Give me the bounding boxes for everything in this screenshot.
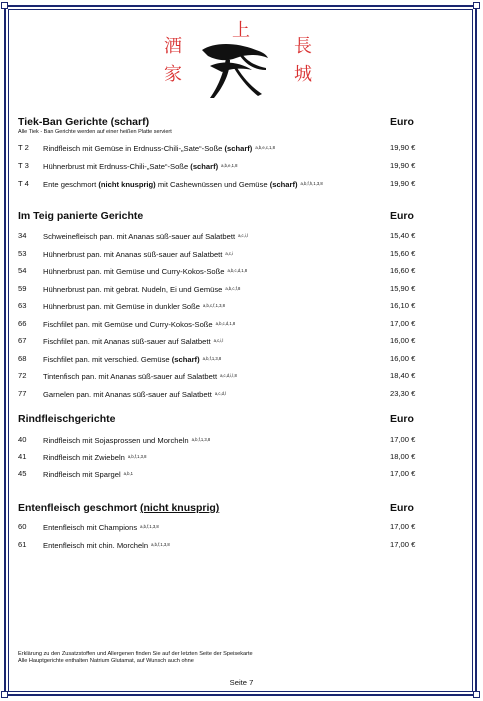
item-number: 66 [18,318,27,328]
item-description [43,539,170,551]
item-description [43,300,225,312]
section-title [18,502,219,514]
item-number: 61 [18,540,27,549]
item-text: Entenfleisch mit chin. Morcheln [43,541,149,550]
allergen-codes: a,b,f,h,1,3,8 [300,181,323,186]
item-text: Entenfleisch mit Champions [43,523,138,532]
corner-ornament [1,2,8,9]
item-number: 54 [18,266,27,275]
section-title: Im Teig panierte Gerichte [18,210,144,222]
item-price: 16,60 € [390,266,416,275]
allergen-codes: a,b,1 [123,471,133,476]
item-description [43,230,248,242]
item-text: Schweinefleisch pan. mit Ananas süß-sauer auf Salatbett [43,232,236,241]
item-description [43,521,159,533]
allergen-codes: a,b,e,c,1,8 [255,145,275,150]
item-number: 63 [18,301,27,310]
item-price: 15,60 € [390,248,416,258]
section-title-underlined: (nicht knusprig) [139,502,220,514]
item-price: 15,90 € [390,283,416,293]
logo-character: 城 [294,64,312,85]
item-text: Fischfilet pan. mit Ananas süß-sauer auf Salatbett [43,337,211,346]
item-emphasis: (scharf) [171,354,200,364]
item-number: 40 [18,435,27,444]
item-price: 19,90 € [390,179,416,188]
allergen-codes: a,c,i,l [213,338,224,343]
menu-item [18,265,423,276]
item-text: Hühnerbrust pan. mit Gemüse in dunkler Soße [43,302,201,311]
item-description [43,451,147,463]
allergen-codes: a,c,d,i,l,8 [220,373,237,378]
price-column-header: Euro [390,413,414,425]
price-column-header: Euro [390,116,414,128]
item-text: Garnelen pan. mit Ananas süß-sauer auf Salatbett [43,389,212,399]
item-price: 19,90 € [390,143,416,152]
item-text: Hühnerbrust pan. mit Ananas süß-sauer auf Salatbett [43,249,223,259]
footer-glutamate-note: Alle Hauptgerichte enthalten Natrium Glutamat, auf Wunsch auch ohne [18,658,194,664]
corner-ornament [473,691,480,698]
item-number: 59 [18,283,27,293]
page-number: Seite 7 [229,678,254,687]
section-note: Alle Tiek - Ban Gerichte werden auf einer heißen Platte serviert [18,129,172,135]
item-number: 45 [18,469,27,478]
menu-item [18,160,423,171]
item-text: Tintenfisch pan. mit Ananas süß-sauer auf Salatbett [43,372,218,381]
item-description [43,335,223,347]
menu-item [18,451,423,462]
allergen-codes: a,b,f,1,3,8 [127,454,147,459]
item-description [43,370,237,382]
item-price: 23,30 € [390,388,416,398]
item-description [43,248,233,260]
item-price: 17,00 € [390,540,416,549]
item-emphasis: (scharf) [269,180,298,189]
menu-item [18,248,423,259]
menu-item [18,388,423,399]
item-description [43,468,133,480]
item-price: 16,00 € [390,336,416,345]
item-text: Rindfleisch mit Spargel [43,470,121,479]
item-text: Ente geschmort [43,180,97,189]
menu-item [18,521,423,532]
item-price: 16,10 € [390,301,416,310]
item-number: T 4 [18,179,29,188]
item-text: Hühnerbrust pan. mit Gemüse und Curry-Kokos-Soße [43,267,225,276]
allergen-codes: a,b,f,1,3,8 [140,524,159,529]
section-title: Rindfleischgerichte [18,413,116,425]
item-text: Rindfleisch mit Sojasprossen und Morcheln [43,436,189,445]
logo-character: 長 [294,36,312,57]
item-price: 17,00 € [390,435,416,444]
item-emphasis: (nicht knusprig) [98,180,156,189]
item-price: 17,00 € [390,522,416,531]
menu-item [18,283,423,294]
menu-item [18,300,423,311]
item-number: 72 [18,371,27,380]
allergen-codes: a,b,f,1,3,8 [191,437,211,442]
item-number: 77 [18,388,27,398]
item-text: Rindfleisch mit Gemüse in Erdnuss-Chili-„Sate“-Soße [43,144,223,153]
price-column-header: Euro [390,210,414,222]
item-number: 60 [18,522,27,531]
restaurant-logo [160,18,325,103]
logo-character: 家 [164,64,182,85]
section-title: Tiek-Ban Gerichte (scharf) [18,116,150,128]
section-title-text: Entenfleisch geschmort [18,502,138,514]
menu-item [18,468,423,479]
price-column-header: Euro [390,502,414,514]
item-number: 53 [18,248,27,258]
allergen-codes: a,b,f,1,3,8 [202,355,222,361]
item-number: 68 [18,353,27,363]
menu-item [18,539,423,550]
menu-item [18,318,423,329]
item-description [43,388,226,400]
menu-item [18,434,423,445]
allergen-codes: a,b,c,f,8 [225,285,241,291]
item-description [43,283,240,295]
item-emphasis: (scharf) [190,162,219,171]
item-number: T 3 [18,161,29,170]
item-description [43,265,247,277]
menu-item [18,178,423,189]
logo-character: 上 [232,20,250,41]
allergen-codes: a,b,c,d,1,8 [227,268,248,273]
page-border-inner [8,9,473,692]
item-description [43,142,275,154]
menu-item [18,370,423,381]
item-text: Fischfilet pan. mit verschied. Gemüse [43,354,170,364]
allergen-codes: a,c,i [225,250,234,256]
menu-item [18,335,423,346]
item-description [43,318,235,330]
item-price: 18,40 € [390,371,416,380]
corner-ornament [1,691,8,698]
item-text: Hühnerbrust pan. mit gebrat. Nudeln, Ei und Gemüse [43,284,223,294]
item-text: mit Cashewnüssen und Gemüse [157,180,268,189]
item-number: 41 [18,452,27,461]
allergen-codes: a,c,i,l [238,233,248,238]
allergen-codes: a,b,c,d,1,8 [215,320,236,326]
item-description [43,353,221,365]
item-price: 16,00 € [390,353,416,363]
item-number: 67 [18,336,27,345]
item-text: Fischfilet pan. mit Gemüse und Curry-Kokos-Soße [43,319,213,329]
footer-allergen-note: Erklärung zu den Zusatzstoffen und Allergenen finden Sie auf der letzten Seite der Speisekarte [18,651,253,657]
item-price: 15,40 € [390,231,416,240]
corner-ornament [473,2,480,9]
item-description [43,160,237,172]
item-text: Hühnerbrust mit Erdnuss-Chili-„Sate“-Soße [43,162,189,171]
item-emphasis: (scharf) [224,144,253,153]
allergen-codes: a,c,d,l [214,390,227,396]
menu-item [18,353,423,364]
item-text: Rindfleisch mit Zwiebeln [43,453,125,462]
item-price: 17,00 € [390,318,416,328]
item-description [43,434,210,446]
item-price: 18,00 € [390,452,416,461]
footer-notes [18,651,253,665]
menu-item [18,230,423,241]
item-number: T 2 [18,143,29,152]
item-description [43,178,323,190]
logo-character: 酒 [164,36,182,57]
allergen-codes: a,b,e,1,8 [221,163,238,168]
item-price: 17,00 € [390,469,416,478]
allergen-codes: a,b,c,f,1,3,8 [203,303,225,308]
item-number: 34 [18,231,27,240]
ink-brush-crane-icon [196,40,272,100]
allergen-codes: a,b,f,1,3,8 [151,542,170,547]
menu-item [18,142,423,153]
item-price: 19,90 € [390,161,416,170]
